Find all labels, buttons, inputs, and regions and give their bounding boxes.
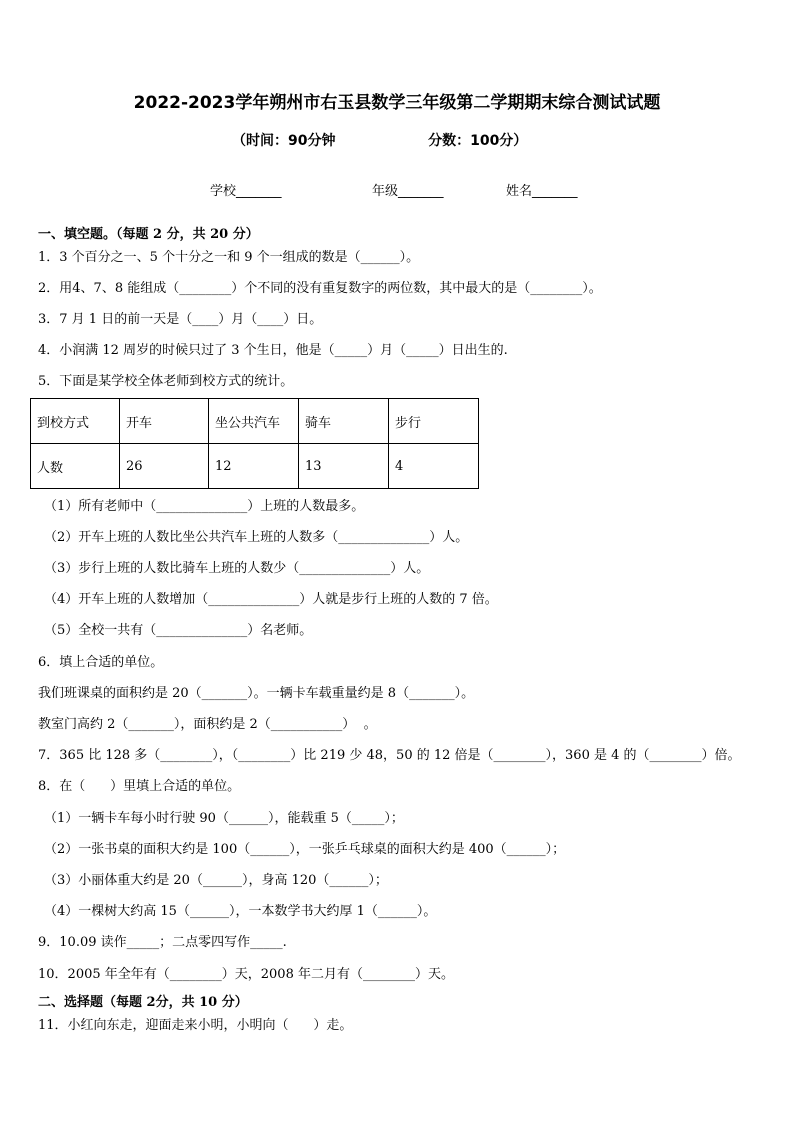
question-5-4: （4）开车上班的人数增加（______________）人就是步行上班的人数的 7 倍。 bbox=[44, 592, 498, 607]
table-cell: 到校方式 bbox=[31, 399, 120, 444]
table-cell: 26 bbox=[120, 444, 209, 489]
question-8-1: （1）一辆卡车每小时行驶 90（______），能载重 5（_____）； bbox=[44, 811, 404, 826]
question-8-3: （3）小丽体重大约是 20（______），身高 120（______）； bbox=[44, 873, 388, 888]
question-10: 10．2005 年全年有（________）天，2008 年二月有（________）天。 bbox=[38, 967, 454, 982]
question-2: 2．用4、7、8 能组成（________）个不同的没有重复数字的两位数，其中最大的是（________）。 bbox=[38, 281, 602, 296]
school-field: 学校_______ bbox=[210, 184, 282, 199]
name-field: 姓名_______ bbox=[506, 184, 578, 199]
question-3: 3．7 月 1 日的前一天是（____）月（____）日。 bbox=[38, 312, 323, 327]
question-4: 4．小润满 12 周岁的时候只过了 3 个生日，他是（_____）月（_____）日出生的. bbox=[38, 343, 508, 358]
question-6: 6．填上合适的单位。 bbox=[38, 655, 164, 670]
section-heading-fill-in: 一、填空题。（每题 2 分，共 20 分） bbox=[38, 227, 259, 242]
table-cell: 4 bbox=[389, 444, 479, 489]
question-5-3: （3）步行上班的人数比骑车上班的人数少（______________）人。 bbox=[44, 561, 430, 576]
question-6-b: 教室门高约 2（_______），面积约是 2（___________） 。 bbox=[38, 717, 377, 732]
question-5-1: （1）所有老师中（______________）上班的人数最多。 bbox=[44, 499, 365, 514]
commute-stats-table bbox=[30, 398, 479, 489]
table-cell: 12 bbox=[209, 444, 299, 489]
question-9: 9．10.09 读作_____；二点零四写作_____. bbox=[38, 935, 287, 950]
table-row bbox=[31, 399, 479, 444]
question-8: 8．在（ ）里填上合适的单位。 bbox=[38, 779, 241, 794]
question-1: 1．3 个百分之一、5 个十分之一和 9 个一组成的数是（______）。 bbox=[38, 250, 420, 265]
exam-time-score: （时间：90分钟 分数：100分） bbox=[232, 133, 528, 149]
question-8-4: （4）一棵树大约高 15（______），一本数学书大约厚 1（______）。 bbox=[44, 904, 437, 919]
question-5: 5．下面是某学校全体老师到校方式的统计。 bbox=[38, 374, 294, 389]
page-title: 2022-2023学年朔州市右玉县数学三年级第二学期期末综合测试试题 bbox=[133, 93, 661, 113]
section-heading-choice: 二、选择题（每题 2分，共 10 分） bbox=[38, 995, 248, 1010]
question-11: 11．小红向东走，迎面走来小明，小明向（ ）走。 bbox=[38, 1018, 353, 1033]
grade-field: 年级_______ bbox=[372, 184, 444, 199]
table-cell: 坐公共汽车 bbox=[209, 399, 299, 444]
table-cell: 开车 bbox=[120, 399, 209, 444]
table-cell: 步行 bbox=[389, 399, 479, 444]
question-7: 7．365 比 128 多（________），（________）比 219 少 48，50 的 12 倍是（________），360 是 4 的（________）倍。 bbox=[38, 748, 741, 763]
table-cell: 人数 bbox=[31, 444, 120, 489]
table-row bbox=[31, 444, 479, 489]
question-8-2: （2）一张书桌的面积大约是 100（______），一张乒乓球桌的面积大约是 400（______）； bbox=[44, 842, 566, 857]
question-5-2: （2）开车上班的人数比坐公共汽车上班的人数多（______________）人。 bbox=[44, 530, 469, 545]
table-cell: 13 bbox=[299, 444, 389, 489]
question-6-a: 我们班课桌的面积约是 20（_______）。一辆卡车载重量约是 8（_______）。 bbox=[38, 686, 475, 701]
question-5-5: （5）全校一共有（______________）名老师。 bbox=[44, 623, 313, 638]
table-cell: 骑车 bbox=[299, 399, 389, 444]
